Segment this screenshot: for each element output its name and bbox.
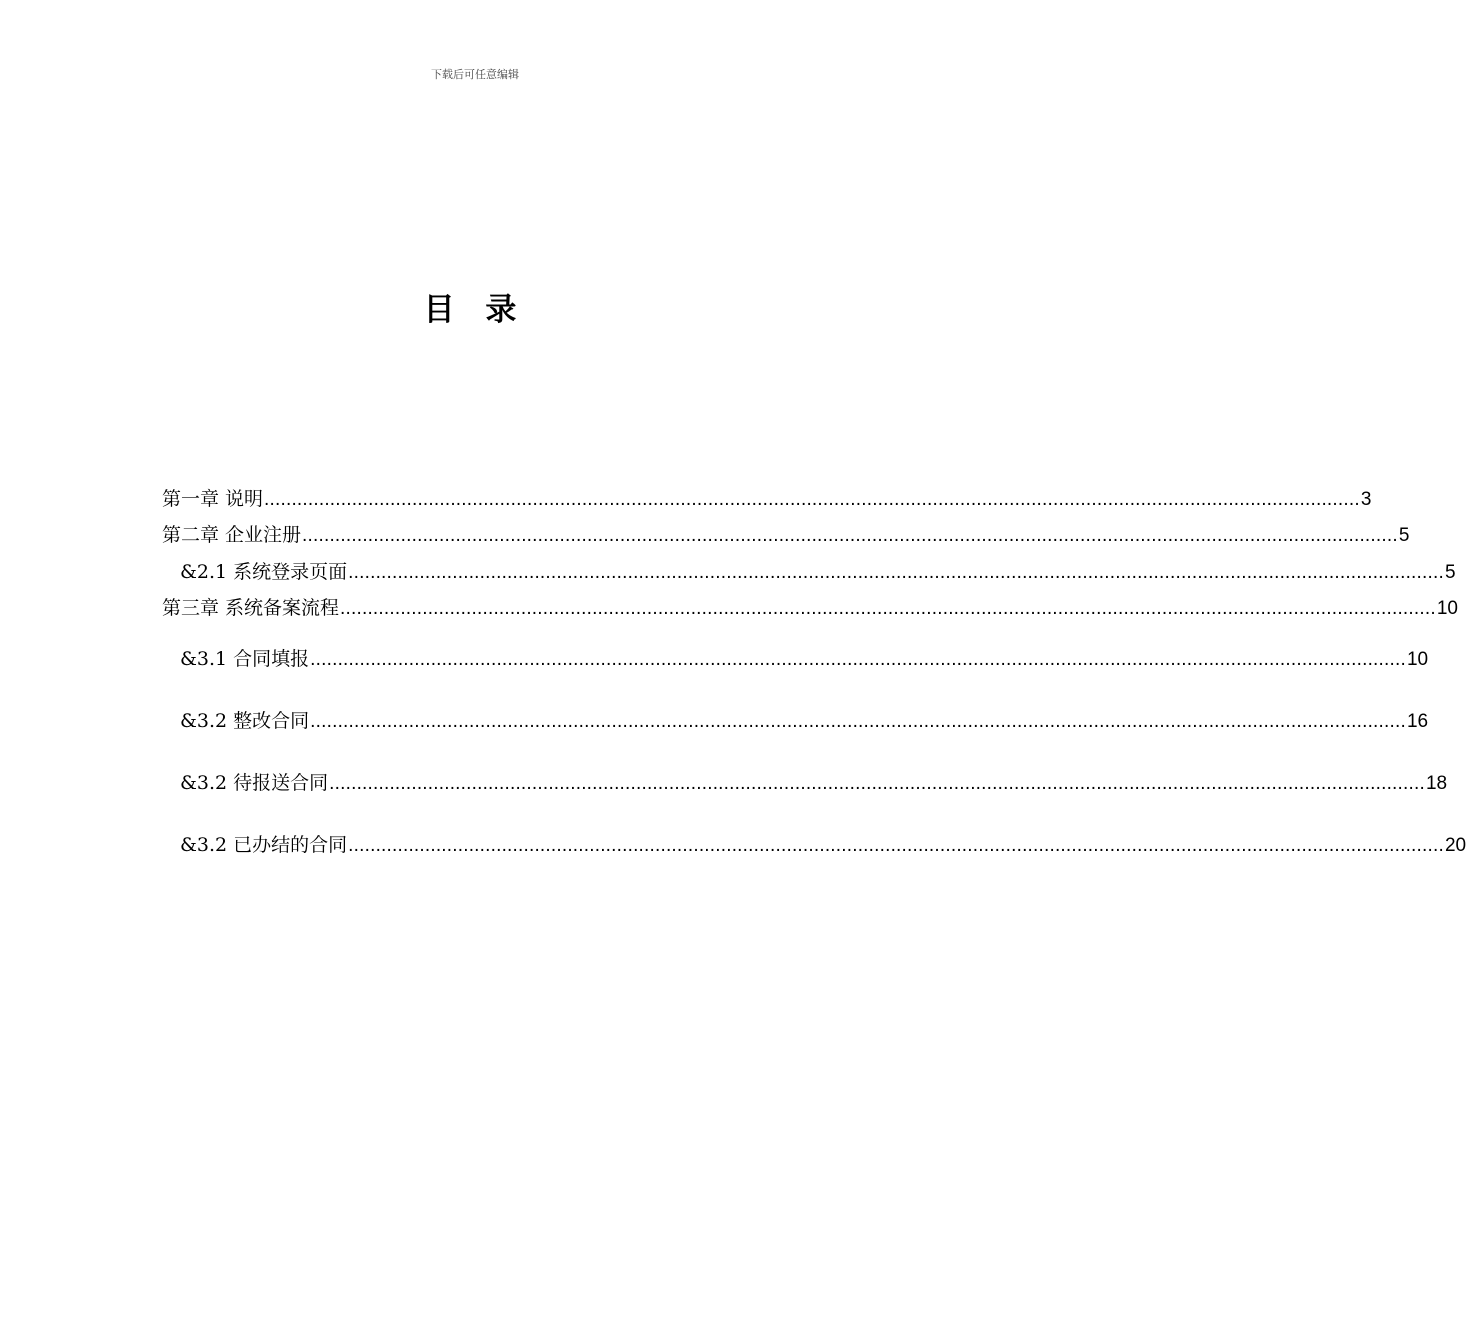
toc-leader-dots: ........................................................................................................................................................................................................	[348, 835, 1444, 856]
toc-entry-page: 16	[1406, 711, 1429, 732]
toc-entry-section-2-1[interactable]	[180, 560, 1456, 584]
toc-leader-dots: ........................................................................................................................................................................................................	[348, 562, 1444, 583]
header-note: 下载后可任意编辑	[431, 68, 519, 81]
toc-entry-chapter-1[interactable]	[162, 487, 1372, 511]
toc-leader-dots: ........................................................................................................................................................................................................	[302, 525, 1398, 546]
toc-entry-section-3-1[interactable]	[180, 647, 1429, 671]
toc-leader-dots: ........................................................................................................................................................................................................	[329, 773, 1425, 794]
toc-entry-page: 10	[1406, 649, 1429, 670]
toc-entry-page: 18	[1425, 773, 1448, 794]
toc-entry-label: &3.2 整改合同	[180, 710, 310, 732]
toc-entry-label: 第一章 说明	[162, 488, 264, 510]
toc-entry-label: &2.1 系统登录页面	[180, 561, 348, 583]
toc-entry-page: 10	[1436, 598, 1458, 619]
toc-leader-dots: ........................................................................................................................................................................................................	[310, 649, 1406, 670]
toc-leader-dots: ........................................................................................................................................................................................................	[264, 489, 1360, 510]
toc-entry-page: 3	[1360, 489, 1372, 510]
toc-leader-dots: ........................................................................................................................................................................................................	[340, 598, 1436, 619]
toc-entry-page: 20	[1444, 835, 1466, 856]
toc-entry-label: &3.2 待报送合同	[180, 772, 329, 794]
toc-entry-section-3-2-pending[interactable]	[180, 771, 1448, 795]
toc-entry-label: 第二章 企业注册	[162, 524, 302, 546]
toc-entry-label: 第三章 系统备案流程	[162, 597, 340, 619]
toc-entry-chapter-3[interactable]	[162, 596, 1458, 620]
toc-entry-label: &3.2 已办结的合同	[180, 834, 348, 856]
toc-entry-chapter-2[interactable]	[162, 523, 1410, 547]
page-title: 目 录	[423, 292, 527, 328]
toc-entry-page: 5	[1444, 562, 1456, 583]
toc-entry-section-3-2-completed[interactable]	[180, 833, 1466, 857]
toc-entry-page: 5	[1398, 525, 1410, 546]
toc-entry-section-3-2-rectify[interactable]	[180, 709, 1429, 733]
toc-entry-label: &3.1 合同填报	[180, 648, 310, 670]
toc-leader-dots: ........................................................................................................................................................................................................	[310, 711, 1406, 732]
